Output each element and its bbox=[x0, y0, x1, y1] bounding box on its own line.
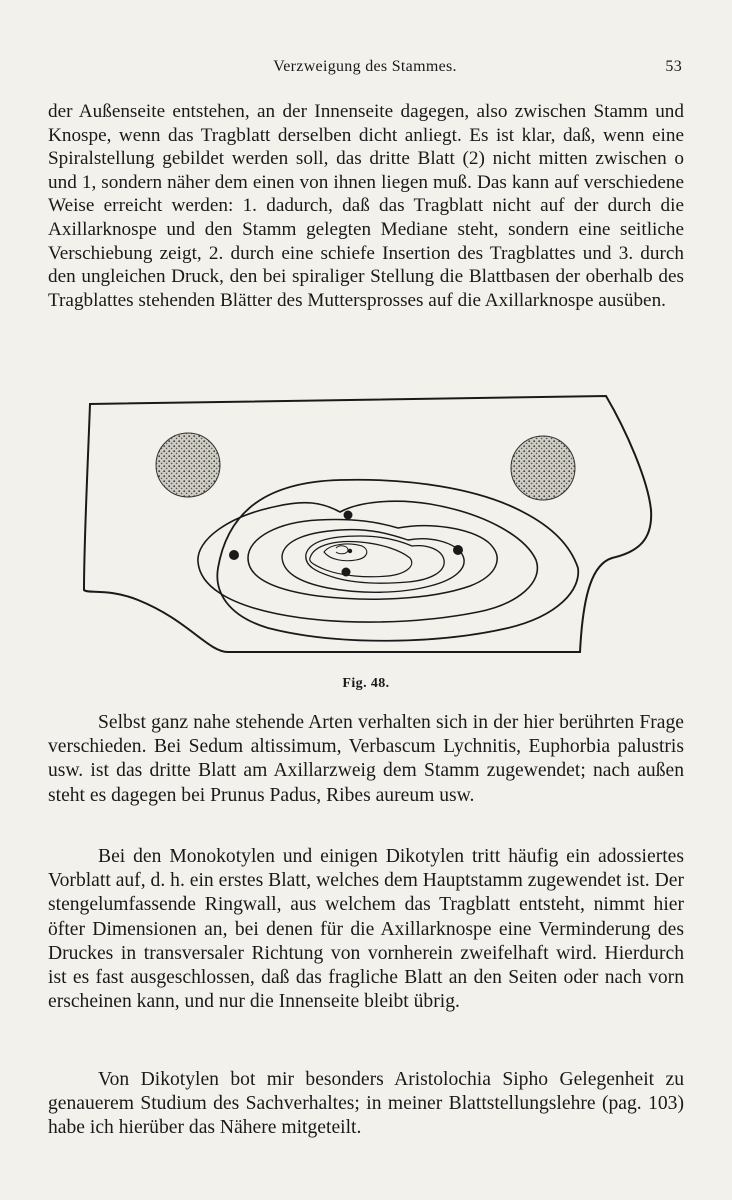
stem-outline bbox=[84, 396, 651, 652]
right-stippled-bud bbox=[511, 436, 575, 500]
page-number: 53 bbox=[665, 58, 682, 75]
running-title: Verzweigung des Stammes. bbox=[273, 58, 457, 75]
figure-48-diagram bbox=[78, 390, 658, 672]
bract-outline bbox=[217, 480, 578, 641]
paragraph-4: Von Dikotylen bot mir besonders Aristolochia Sipho Gelegenheit zu genauerem Studium des Sachverhaltes; in meiner Blattstellungslehre (pag. 103) habe ich hierüber das Nähere mitgeteilt. bbox=[48, 1069, 684, 1139]
bundle-dot-left bbox=[229, 550, 239, 560]
paragraph-3: Bei den Monokotylen und einigen Dikotylen tritt häufig ein adossiertes Vorblatt auf, d. h. ein erstes Blatt, welches dem Hauptstamm zugewendet ist. Der stengelumfassende Ringwall, aus welchem das Tragblatt entsteht, nimmt hier öfter Dimensionen an, bei denen für die Axillarknospe eine Verminderung des Druckes in transversaler Richtung von vornherein zweifelhaft wird. Hierdurch ist es fast ausgeschlossen, daß das fragliche Blatt an den Seiten oder nach vorn erscheinen kann, und nur die Innenseite bleibt übrig. bbox=[48, 846, 684, 1013]
bundle-dot-right bbox=[453, 545, 463, 555]
paragraph-2: Selbst ganz nahe stehende Arten verhalten sich in der hier berührten Frage verschieden. Bei Sedum altissimum, Verbascum Lychnitis, Euphorbia palustris usw. ist das dritte Blatt am Axillarzweig dem Stamm zugewendet; nach außen steht es dagegen bei Prunus Padus, Ribes aureum usw. bbox=[48, 712, 684, 806]
paragraph-1: der Außenseite entstehen, an der Innenseite dagegen, also zwischen Stamm und Knospe, wenn das Tragblatt derselben dicht anliegt. Es ist klar, daß, wenn eine Spiralstellung gebildet werden soll, das dritte Blatt (2) nicht mitten zwischen o und 1, sondern näher dem einen von ihnen liegen muß. Das kann auf verschiedene Weise erreicht werden: 1. dadurch, daß das Tragblatt nicht auf der durch die Axillarknospe und den Stamm gelegten Mediane steht, sondern eine seitliche Verschiebung zeigt, 2. durch eine schiefe Insertion des Tragblattes und 3. durch den ungleichen Druck, den bei spiraliger Stellung die Blattbasen der oberhalb des Tragblattes stehenden Blätter des Muttersprosses auf die Axillarknospe ausüben. bbox=[48, 101, 684, 311]
apex-primordium bbox=[336, 546, 348, 554]
left-stippled-bud bbox=[156, 433, 220, 497]
leaf-ring-4 bbox=[306, 536, 444, 583]
bundle-dot-top bbox=[344, 511, 353, 520]
figure-caption: Fig. 48. bbox=[342, 676, 390, 691]
running-head bbox=[48, 58, 682, 82]
apex-dot bbox=[348, 549, 352, 553]
bundle-dot-bottom bbox=[342, 568, 351, 577]
